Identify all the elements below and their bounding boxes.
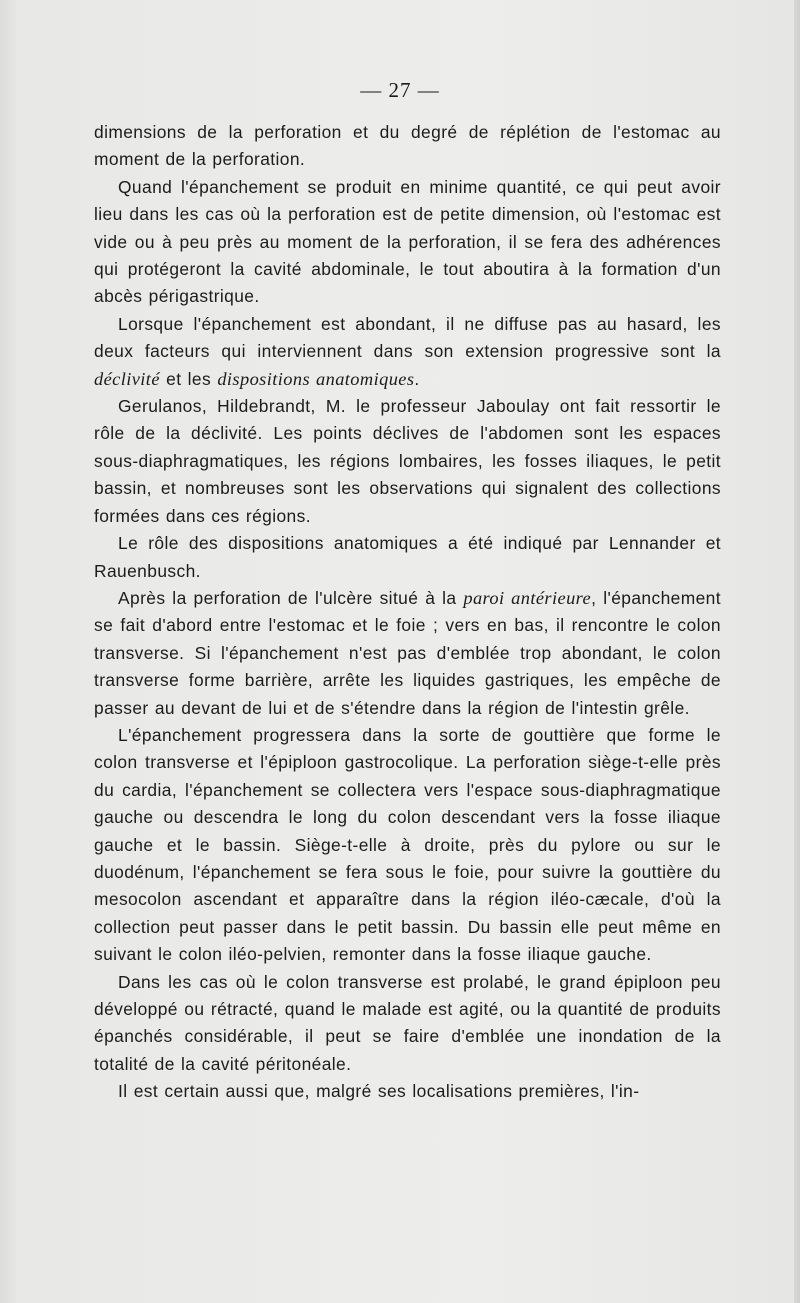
paragraph-text: Après la perforation de l'ulcère situé à la xyxy=(118,587,464,608)
page-edge xyxy=(794,0,800,1303)
paragraph-text: dimensions de la perforation et du degré de réplétion de l'estomac au moment de la perforation. xyxy=(94,122,721,170)
paragraph-text: Gerulanos, Hildebrandt, M. le professeur Jaboulay ont fait ressortir le rôle de la déclivité. Les points déclives de l'abdomen sont les espaces sous-diaphragmatiques, les régions lombaires, les fosses iliaques, le petit bassin, et nombreuses sont les observations qui signalent des collections formées dans ces régions. xyxy=(94,396,721,526)
paragraph-text: Lorsque l'épanchement est abondant, il ne diffuse pas au hasard, les deux facteurs qui interviennent dans son extension progressive sont la xyxy=(94,313,721,362)
italic-term: déclivité xyxy=(94,368,160,389)
paragraph-text: . xyxy=(414,368,420,389)
italic-term: dispositions anatomiques xyxy=(217,368,415,389)
paragraph-text: Quand l'épanchement se produit en minime quantité, ce qui peut avoir lieu dans les cas où la perforation est de petite dimension, où l'estomac est vide ou à peu près au moment de la perforation, il se fera des adhérences qui protégeront la cavité abdominale, le tout aboutira à la formation d'un abcès périgastrique. xyxy=(94,176,721,307)
paragraph xyxy=(94,530,721,585)
paragraph xyxy=(94,1078,721,1105)
paragraph-text: et les xyxy=(159,368,218,389)
paragraph-text: , l'épanchement se fait d'abord entre l'estomac et le foie ; vers en bas, il rencontre le colon transverse. Si l'épanchement n'est pas d'emblée trop abondant, le colon transverse forme barrière, arrête les liquides gastriques, les empêche de passer au devant de lui et de s'étendre dans la région de l'intestin grêle. xyxy=(94,587,721,718)
italic-term: paroi antérieure xyxy=(463,587,592,608)
paragraph-text: L'épanchement progressera dans la sorte de gouttière que forme le colon transverse et l'épiploon gastrocolique. La perforation siège-t-elle près du cardia, l'épanchement se collectera vers l'espace sous-diaphragmatique gauche ou descendra le long du colon descendant vers la fosse iliaque gauche et le bassin. Siège-t-elle à droite, près du pylore ou sur le duodénum, l'épanchement se fera sous le foie, pour suivre la gouttière du mesocolon ascendant et apparaître dans la région iléo-cæcale, d'où la collection peut passer dans le petit bassin. Du bassin elle peut même en suivant le colon iléo-pelvien, remonter dans la fosse iliaque gauche. xyxy=(94,724,721,965)
page-number: — 27 — xyxy=(360,78,440,102)
paragraph xyxy=(94,585,721,722)
paragraph xyxy=(94,393,721,530)
paragraph xyxy=(94,311,721,393)
paragraph-continuation xyxy=(94,119,721,174)
paragraph xyxy=(94,969,721,1079)
paragraph-text: Dans les cas où le colon transverse est prolabé, le grand épiploon peu développé ou rétracté, quand le malade est agité, ou la quantité de produits épanchés considérable, il peut se faire d'emblée une inondation de la totalité de la cavité péritonéale. xyxy=(94,971,721,1074)
paragraph xyxy=(94,722,721,969)
paragraph-text: Le rôle des dispositions anatomiques a été indiqué par Lennander et Rauenbusch. xyxy=(94,533,721,581)
paragraph xyxy=(94,174,721,311)
body-text xyxy=(94,119,721,1106)
paragraph-text: Il est certain aussi que, malgré ses localisations premières, l'in- xyxy=(118,1081,640,1102)
